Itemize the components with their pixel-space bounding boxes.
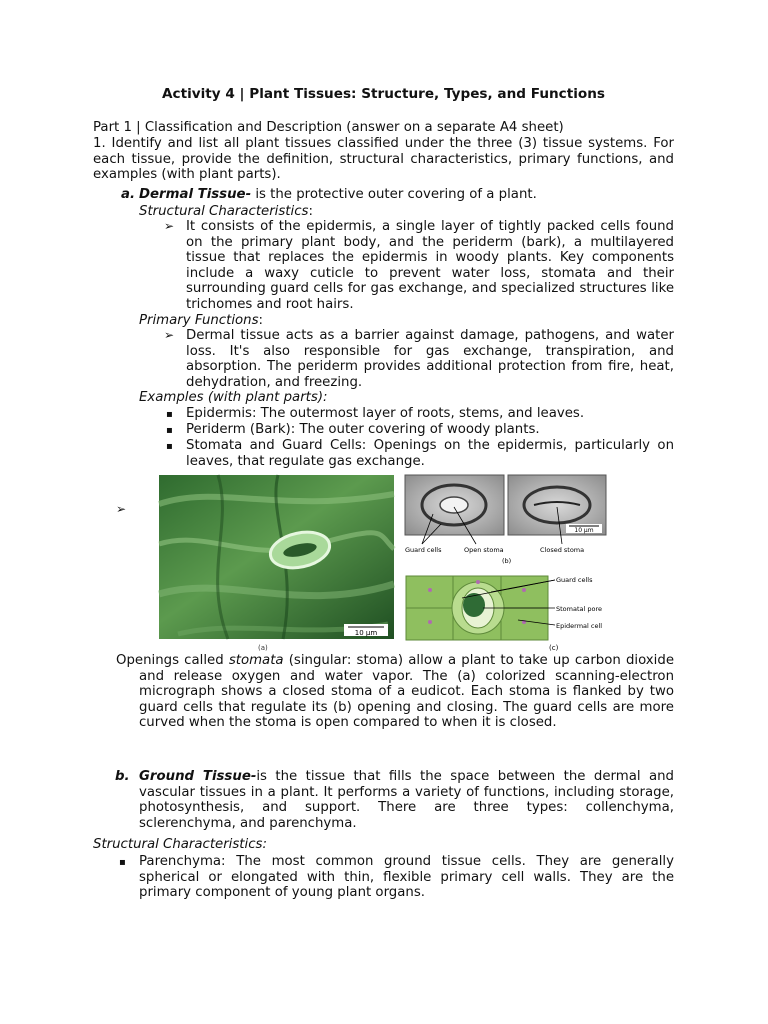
figure-arrow-icon: ➢: [116, 502, 127, 516]
stomata-figure: [158, 474, 608, 652]
dermal-structural-label: Structural Characteristics: [139, 204, 309, 219]
scale-bar-b: 10 µm: [574, 527, 594, 534]
micrograph-b-open: [405, 475, 504, 535]
dermal-functions-label-line: [139, 313, 263, 329]
square-bullet-icon: ▪: [166, 409, 173, 420]
dermal-heading: [120, 187, 674, 203]
part1-instruction: 1. Identify and list all plant tissues classified under the three (3) tissue systems. For each tissue, provide the definition, structural characteristics, primary functions, and examples (with plant parts).: [93, 136, 674, 183]
label-open-stoma: Open stoma: [464, 546, 504, 554]
label-closed-stoma: Closed stoma: [540, 546, 585, 554]
ground-structural-text: Parenchyma: The most common ground tissue cells. They are generally spherical or elongated with thin, flexible primary cell walls. They are the primary component of young plant organs.: [139, 854, 674, 901]
label-guard-cells-b: Guard cells: [405, 546, 442, 554]
panel-label-b: (b): [502, 557, 512, 565]
micrograph-a: [159, 475, 394, 639]
label-epidermal-cell: Epidermal cell: [556, 622, 603, 630]
ground-heading: [115, 769, 674, 831]
dermal-definition: is the protective outer covering of a plant.: [251, 187, 537, 202]
square-bullet-icon: ▪: [166, 425, 173, 436]
ground-definition: is the tissue that fills the space between the dermal and vascular tissues in a plant. It performs a variety of functions, including storage, photosynthesis, and support. There are three types: collenchyma, sclerenchyma, and parenchyma.: [139, 769, 674, 831]
dermal-structural-item: [164, 219, 674, 313]
label-stomatal-pore: Stomatal pore: [556, 605, 603, 613]
part1-heading: Part 1 | Classification and Description (answer on a separate A4 sheet): [93, 120, 564, 135]
document-title: Activity 4 | Plant Tissues: Structure, Types, and Functions: [162, 86, 605, 102]
dermal-example-text: Stomata and Guard Cells: Openings on the epidermis, particularly on leaves, that regulate gas exchange.: [186, 438, 674, 469]
caption-text-before: Openings called: [116, 653, 229, 668]
micrograph-b-closed: [508, 475, 606, 535]
dermal-example-text: Epidermis: The outermost layer of roots, stems, and leaves.: [186, 406, 585, 421]
ground-structural-label: Structural Characteristics:: [93, 837, 267, 852]
dermal-structural-label-line: [139, 204, 313, 220]
label-guard-cells-c: Guard cells: [556, 576, 593, 584]
dermal-marker: a.: [120, 187, 135, 202]
dermal-example-text: Periderm (Bark): The outer covering of woody plants.: [186, 422, 540, 437]
scale-bar-a: 10 µm: [354, 629, 378, 637]
dermal-functions-colon: :: [258, 313, 264, 328]
dermal-example-item: [166, 406, 674, 422]
ground-structural-item: [119, 854, 674, 901]
dermal-structural-text: It consists of the epidermis, a single layer of tightly packed cells found on the primary plant body, and the periderm (bark), a multilayered tissue that replaces the epidermis in woody plants. Key components include a waxy cuticle to prevent water loss, stomata and their surrounding guard cells for gas exchange, and specialized structures like trichomes and root hairs.: [186, 219, 674, 312]
square-bullet-icon: ▪: [166, 441, 173, 452]
ground-name: Ground Tissue-: [139, 769, 257, 784]
caption-term-stomata: stomata: [228, 653, 284, 668]
ground-marker: b.: [115, 769, 130, 784]
dermal-name: Dermal Tissue-: [139, 187, 252, 202]
square-bullet-icon: ▪: [119, 857, 126, 868]
figure-caption: [116, 653, 674, 731]
panel-label-a: (a): [258, 644, 268, 652]
dermal-structural-colon: :: [308, 204, 313, 219]
dermal-example-item: [166, 422, 674, 438]
dermal-functions-label: Primary Functions: [139, 313, 259, 328]
dermal-functions-text: Dermal tissue acts as a barrier against damage, pathogens, and water loss. It's also responsible for gas exchange, transpiration, and absorption. The periderm provides additional protection from fire, heat, dehydration, and freezing.: [186, 328, 674, 390]
arrow-bullet-icon: ➢: [164, 328, 175, 342]
caption-text-after: (singular: stoma) allow a plant to take up carbon dioxide and release oxygen and water vapor. The (a) colorized scanning-electron micrograph shows a closed stoma of a eudicot. Each stoma is flanked by two guard cells that regulate its (b) opening and closing. The guard cells are more curved when the stoma is open compared to when it is closed.: [139, 653, 674, 731]
dermal-example-item: [166, 438, 674, 469]
dermal-functions-item: [164, 328, 674, 390]
arrow-bullet-icon: ➢: [164, 219, 175, 233]
dermal-examples-label: Examples (with plant parts):: [139, 390, 328, 405]
panel-label-c: (c): [549, 644, 559, 652]
